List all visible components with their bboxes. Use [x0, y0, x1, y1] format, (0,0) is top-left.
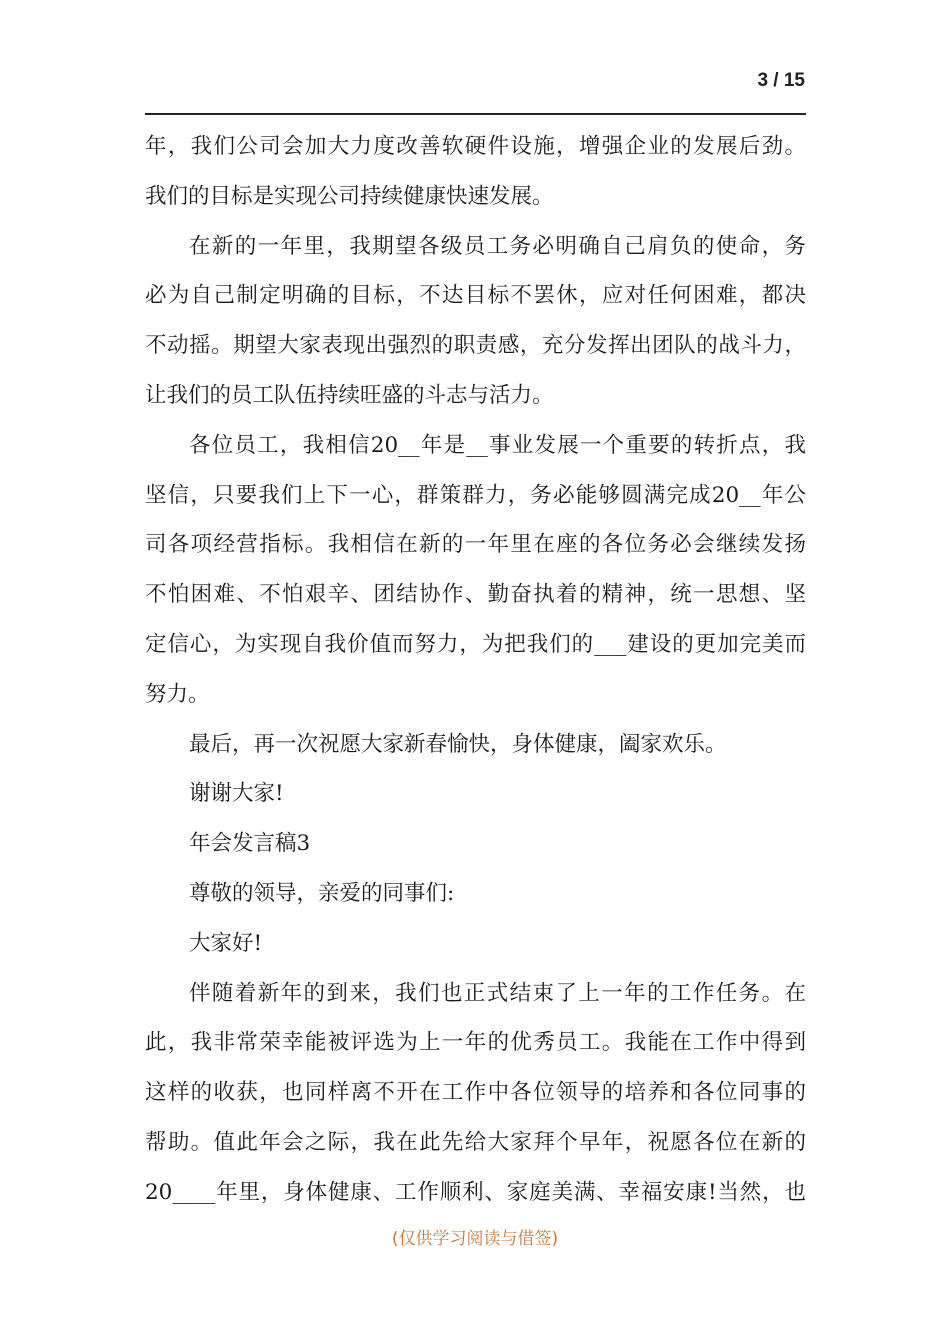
text-line: 20____年里，身体健康、工作顺利、家庭美满、幸福安康!当然，也 — [145, 1179, 806, 1205]
paragraph-first-line: 各位员工，我相信20__年是__事业发展一个重要的转折点，我 — [189, 432, 806, 458]
text-line: 坚信，只要我们上下一心，群策群力，务必能够圆满完成20__年公 — [145, 482, 806, 508]
paragraph-first-line: 在新的一年里，我期望各级员工务必明确自己肩负的使命，务 — [189, 233, 806, 259]
text-line: 定信心，为实现自我价值而努力，为把我们的___建设的更加完美而 — [145, 631, 806, 657]
text-line: 帮助。值此年会之际，我在此先给大家拜个早年，祝愿各位在新的 — [145, 1129, 806, 1155]
header-rule — [145, 113, 806, 115]
page-number: 3 / 15 — [757, 70, 805, 91]
paragraph-first-line: 最后，再一次祝愿大家新春愉快，身体健康，阖家欢乐。 — [189, 731, 727, 757]
text-line: 此，我非常荣幸能被评选为上一年的优秀员工。我能在工作中得到 — [145, 1030, 806, 1056]
text-line: 司各项经营指标。我相信在新的一年里在座的各位务必会继续发扬 — [145, 532, 806, 558]
salutation: 尊敬的领导，亲爱的同事们: — [189, 880, 455, 906]
text-line: 不动摇。期望大家表现出强烈的职责感，充分发挥出团队的战斗力， — [145, 333, 806, 359]
text-line: 年，我们公司会加大力度改善软硬件设施，增强企业的发展后劲。 — [145, 134, 806, 159]
text-line: 让我们的员工队伍持续旺盛的斗志与活力。 — [145, 382, 554, 408]
text-line: 不怕困难、不怕艰辛、团结协作、勤奋执着的精神，统一思想、坚 — [145, 582, 806, 608]
text-line: 必为自己制定明确的目标，不达目标不罢休，应对任何困难，都决 — [145, 283, 806, 309]
greeting: 大家好! — [189, 930, 263, 956]
text-line: 我们的目标是实现公司持续健康快速发展。 — [145, 183, 554, 209]
text-line: 这样的收获，也同样离不开在工作中各位领导的培养和各位同事的 — [145, 1080, 806, 1106]
paragraph-first-line: 谢谢大家! — [189, 781, 284, 807]
document-body — [145, 122, 806, 1218]
footer-note: (仅供学习阅读与借签) — [391, 1229, 559, 1249]
paragraph-first-line: 伴随着新年的到来，我们也正式结束了上一年的工作任务。在 — [189, 980, 806, 1006]
section-title: 年会发言稿3 — [189, 831, 311, 857]
text-line: 努力。 — [145, 681, 210, 707]
